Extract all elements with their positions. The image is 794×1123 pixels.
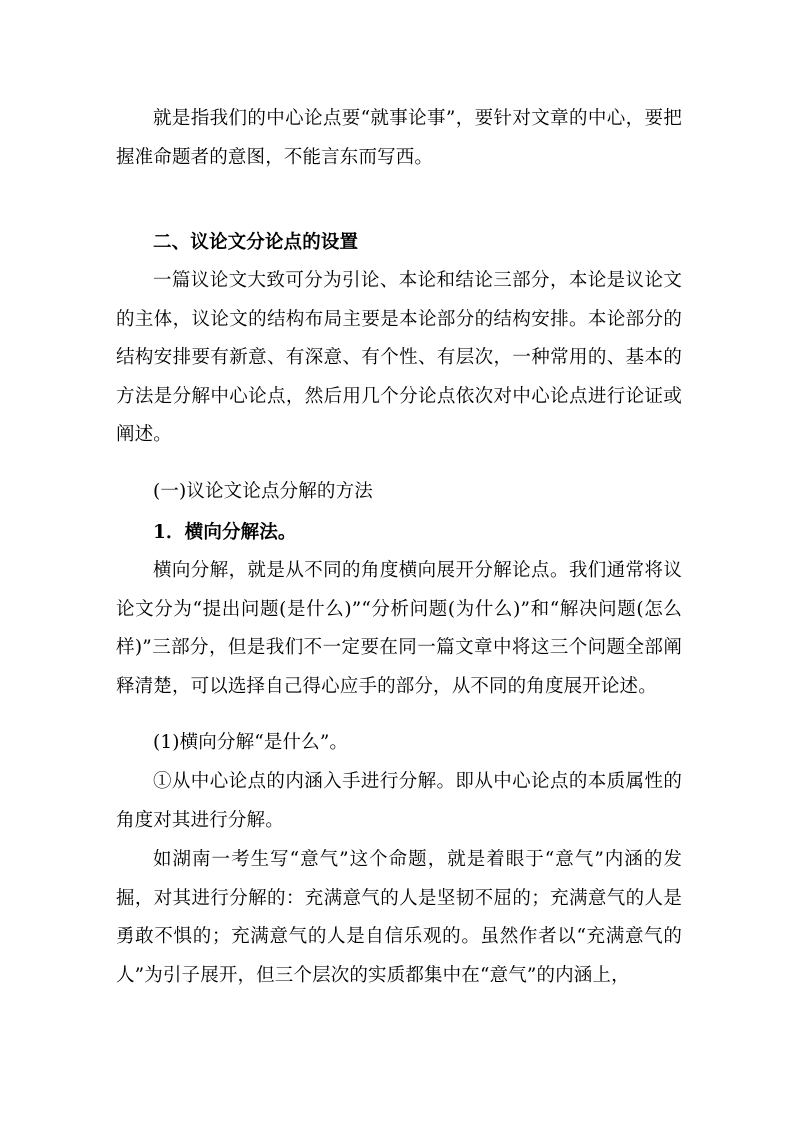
paragraph-intro-continuation: 就是指我们的中心论点要“就事论事”，要针对文章的中心，要把握准命题者的意图，不能言东而写西。 [116,108,682,168]
subsection-heading-method: (一)议论文论点分解的方法 [153,481,373,502]
paragraph-connotation-decomposition: ①从中心论点的内涵入手进行分解。即从中心论点的本质属性的角度对其进行分解。 [116,771,682,831]
paragraph-argument-structure: 一篇议论文大致可分为引论、本论和结论三部分，本论是议论文的主体，议论文的结构布局主要是本论部分的结构安排。本论部分的结构安排要有新意、有深意、有个性、有层次，一种常用的、基本的方法是分解中心论点，然后用几个分论点依次对中心论点进行论证或阐述。 [116,270,682,445]
paragraph-hunan-example: 如湖南一考生写“意气”这个命题，就是着眼于“意气”内涵的发掘，对其进行分解的：充满意气的人是坚韧不屈的；充满意气的人是勇敢不惧的；充满意气的人是自信乐观的。虽然作者以“充满意气的人”为引子展开，但三个层次的实质都集中在“意气”的内涵上， [116,849,682,986]
method-heading-horizontal: 1．横向分解法。 [153,522,297,543]
paragraph-horizontal-decomposition: 横向分解，就是从不同的角度横向展开分解论点。我们通常将议论文分为“提出问题(是什么)”“分析问题(为什么)”和“解决问题(怎么样)”三部分，但是我们不一定要在同一篇文章中将这三个问题全部阐释清楚，可以选择自己得心应手的部分，从不同的角度展开论述。 [116,560,682,697]
section-heading-2: 二、议论文分论点的设置 [153,232,359,253]
item-heading-what: (1)横向分解“是什么”。 [153,732,349,753]
